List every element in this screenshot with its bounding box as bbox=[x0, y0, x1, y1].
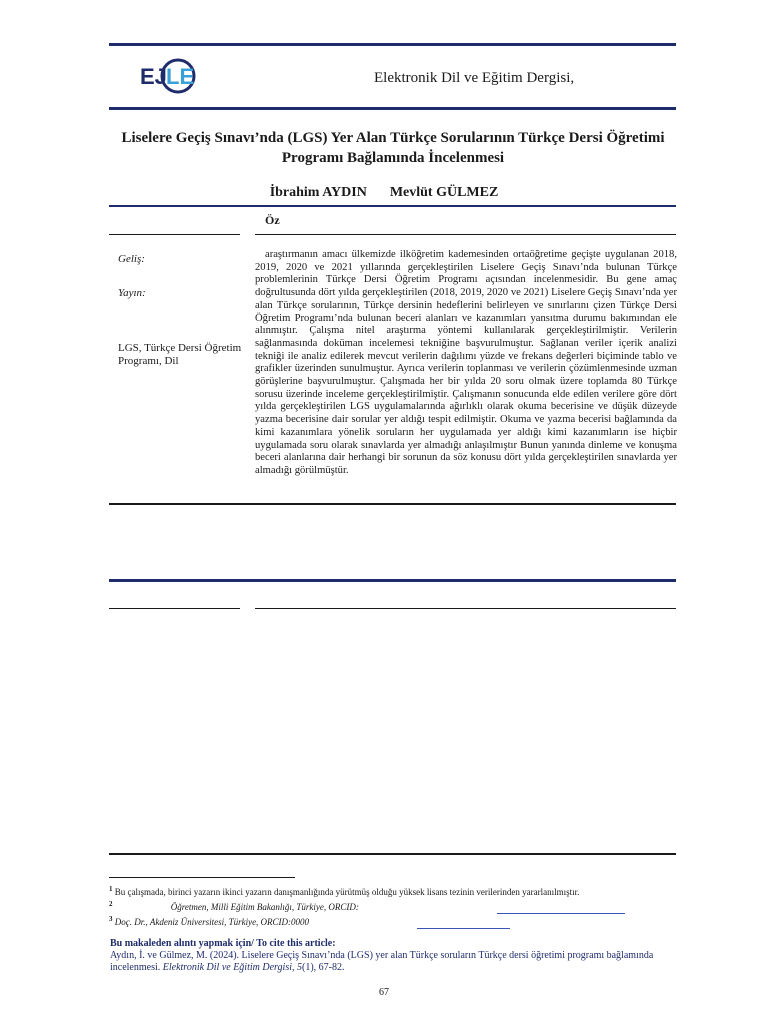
footnote-1 bbox=[109, 885, 679, 897]
footnote-separator bbox=[109, 877, 295, 878]
title-line-2: Programı Bağlamında İncelenmesi bbox=[281, 150, 505, 166]
footnote-1-mark: 1 bbox=[109, 885, 113, 893]
citation-text: Aydın, İ. ve Gülmez, M. (2024). Liselere Geçiş Sınavı’nda (LGS) yer alan Türkçe soruların Türkçe dersi öğretimi programı bağlamında incelenmesi. Elektronik Dil ve Eğitim Dergisi, 5(1), 67-82. bbox=[110, 950, 654, 973]
orcid-link-2[interactable] bbox=[417, 928, 510, 929]
citation-plain: Aydın, İ. ve Gülmez, M. (2024). Liselere Geçiş Sınavı’nda (LGS) yer alan Türkçe soruların Türkçe dersi öğretimi programı bağlamında incelenmesi. bbox=[110, 950, 654, 973]
svg-text:EJ: EJ bbox=[140, 64, 167, 89]
abstract-heading-rule bbox=[255, 234, 676, 235]
section-right-rule bbox=[255, 608, 676, 609]
footnote-2 bbox=[109, 900, 679, 912]
journal-logo bbox=[138, 57, 198, 95]
authors bbox=[0, 185, 768, 201]
section-left-rule bbox=[109, 608, 240, 609]
footer-rule bbox=[109, 853, 676, 855]
author-1: İbrahim AYDIN bbox=[269, 185, 367, 200]
citation-volume: 5 bbox=[297, 962, 302, 973]
footnote-3-mark: 3 bbox=[109, 915, 113, 923]
footnote-3 bbox=[109, 915, 679, 927]
footnote-1-text: Bu çalışmada, birinci yazarın ikinci yazarın danışmanlığında yürütmüş olduğu yüksek lisans tezinin verilerinden yararlanılmıştır. bbox=[114, 887, 580, 897]
published-label: Yayın: bbox=[118, 287, 146, 299]
author-2: Mevlüt GÜLMEZ bbox=[389, 185, 499, 200]
citation-issue-pages: (1), 67-82. bbox=[302, 962, 345, 973]
abstract-end-rule bbox=[109, 503, 676, 505]
footnote-2-text: Öğretmen, Milli Eğitim Bakanlığı, Türkiye, ORCID: bbox=[170, 902, 359, 912]
citation-heading: Bu makaleden alıntı yapmak için/ To cite this article: bbox=[110, 938, 336, 949]
footnote-2-mark: 2 bbox=[109, 900, 113, 908]
title-line-1: Liselere Geçiş Sınavı’nda (LGS) Yer Alan Türkçe Sorularının Türkçe Dersi Öğretimi bbox=[121, 130, 665, 146]
header-top-rule bbox=[109, 43, 676, 46]
footnote-3-text: Doç. Dr., Akdeniz Üniversitesi, Türkiye, ORCID:0000 bbox=[114, 917, 310, 927]
article-title bbox=[100, 128, 686, 168]
abstract-text: araştırmanın amacı ülkemizde ilköğretim kademesinden ortaöğretime geçişte uygulanan 2018, 2019, 2020 ve 2021 yıllarında gerçekleştirilen Liselere Geçiş Sınavı’nda bulunan Türkçe problemlerinin Türkçe Dersi Öğretim Programı açısından incelenmesidir. Bu gene amaç doğrultusunda dört yılda gerçekleştirilen (2018, 2019, 2020 ve 2021) Liselere Geçiş Sınavı’nda yer alan Türkçe sorularının, Türkçe dersinin hedeflerini belirleyen ve sınırlarını çizen Türkçe Dersi Öğretim Programı’nda bulunan beceri alanları ve kazanımları yansıtma durumu bakımından ele alınmıştır. Çalışma nitel araştırma yöntemi kullanılarak gerçekleştirilmiştir. Verilerin sağlanmasında doküman incelemesi tekniğine başvurulmuştur. Sağlanan veriler içerik analizi tekniği ile analiz edilerek mevcut verilerin dağılımı yüzde ve frekans değerleri biçiminde tablo ve grafikler üzerinden sunulmuştur. Ayrıca verilerin toplanması ve verilerin çözümlenmesinde uzman görüşlerine başvurulmuştur. Çalışmada her bir yılda 20 soru olmak üzere toplamda 80 Türkçe sorusu üzerinde inceleme gerçekleştirilmiştir. Çalışmanın sonucunda elde edilen verilere göre dört yılda gerçekleştirilen LGS uygulamalarında ağırlıklı olarak okuma becerisine ve düşük düzeyde yazma becerisine dair sorular yer aldığı tespit edilmiştir. Okuma ve yazma becerisi bağlamında da kimi kazanımlara yönelik soruların her uygulamada yer aldığı kimi kazanımların ise hiçbir uygulamada soru olarak sınavlarda yer almadığı anlaşılmıştır Bunun yanında dinleme ve konuşma beceri alanlarına dair herhangi bir sorunun da söz konusu dört yılda gerçekleştirilen sınavlarda yer almadığı görülmüştür. bbox=[255, 249, 677, 476]
header-bottom-rule bbox=[109, 107, 676, 110]
svg-text:LE: LE bbox=[166, 64, 195, 89]
keywords: LGS, Türkçe Dersi Öğretim Programı, Dil bbox=[118, 342, 242, 367]
received-label: Geliş: bbox=[118, 253, 145, 265]
abstract-heading: Öz bbox=[265, 213, 280, 227]
section-navy-rule bbox=[109, 579, 676, 582]
orcid-link-1[interactable] bbox=[497, 913, 625, 914]
authors-rule bbox=[109, 205, 676, 207]
sidebar-heading-rule bbox=[109, 234, 240, 235]
citation-journal: Elektronik Dil ve Eğitim Dergisi bbox=[162, 962, 292, 973]
journal-name: Elektronik Dil ve Eğitim Dergisi, bbox=[374, 70, 575, 86]
page-number: 67 bbox=[379, 987, 389, 998]
